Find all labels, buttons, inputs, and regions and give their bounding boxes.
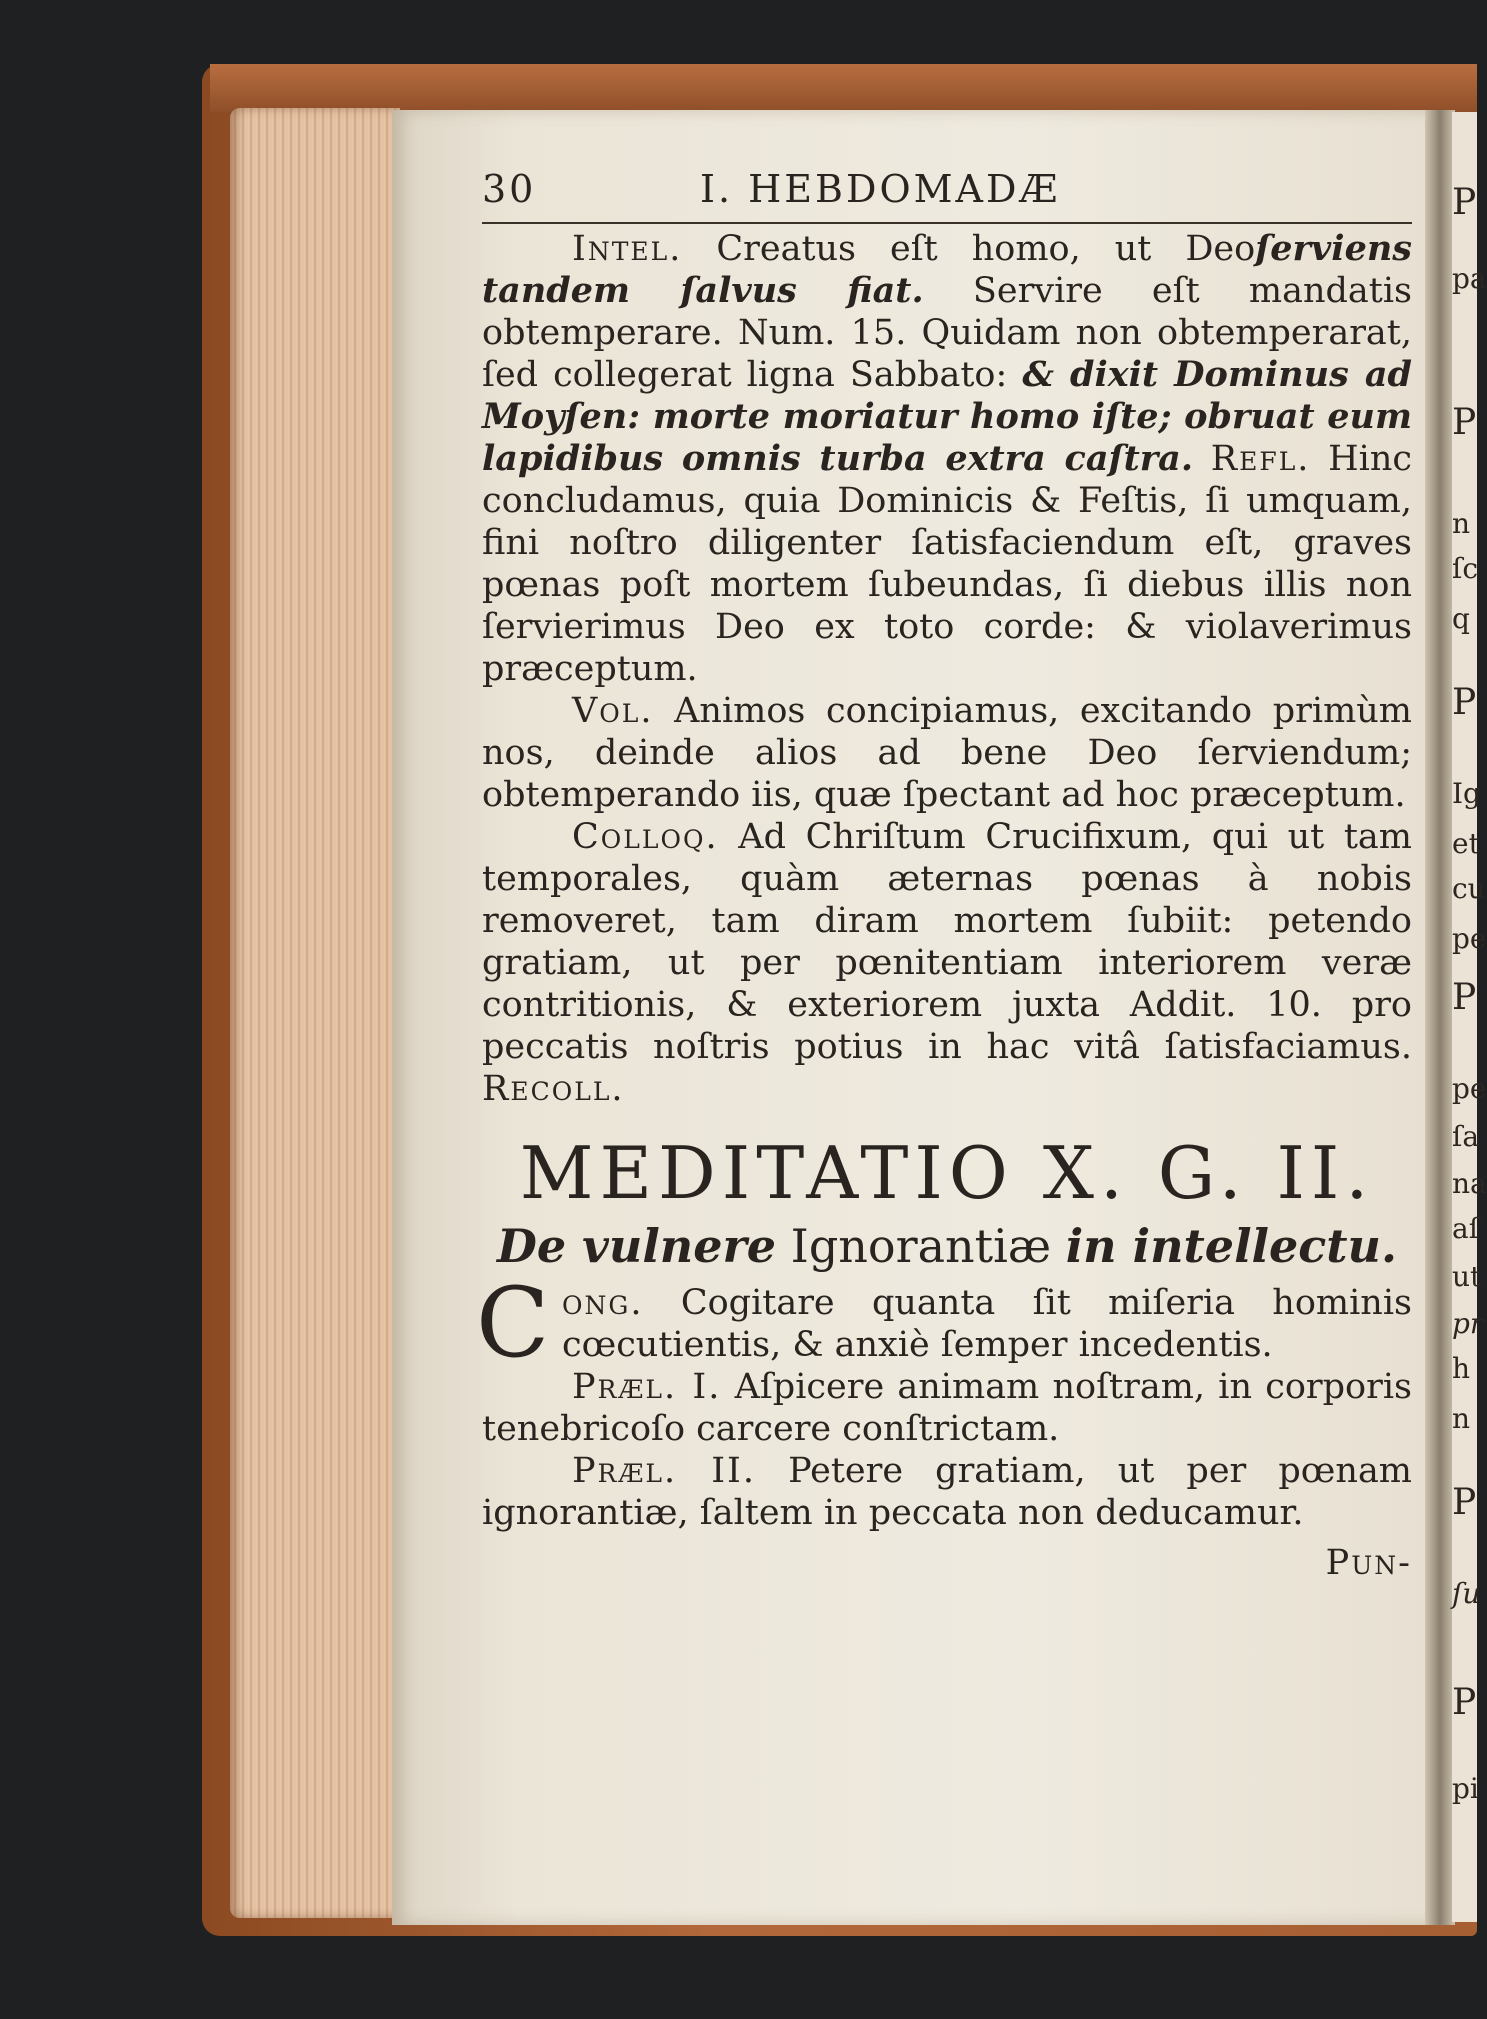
intel-italic-quote: ſerviens tandem ſalvus fiat. bbox=[482, 228, 1412, 311]
right-page-fragment: h bbox=[1452, 1352, 1471, 1385]
prael2-label: Præl. II. bbox=[572, 1451, 757, 1491]
right-page-fragment: Ig bbox=[1452, 777, 1481, 810]
catchword: Pun- bbox=[1325, 1543, 1412, 1583]
meditation-subtitle bbox=[482, 1216, 1412, 1276]
subtitle-italic-2: in intellectu. bbox=[1065, 1219, 1398, 1273]
right-page-fragment: na bbox=[1452, 1167, 1487, 1200]
right-page-fragment: n bbox=[1452, 507, 1471, 540]
right-page-fragment: ſu bbox=[1452, 1577, 1481, 1610]
book-cover-top-edge bbox=[210, 64, 1477, 112]
vol-label: Vol. bbox=[572, 691, 654, 731]
right-page-fragment: P bbox=[1452, 402, 1477, 443]
right-page-fragment: ſa bbox=[1452, 1120, 1480, 1153]
vol-text: Animos concipiamus, excitando primùm nos, deinde alios ad bene Deo ſerviendum; obtemperando iis, quæ ſpectant ad hoc præceptum. bbox=[482, 691, 1412, 815]
running-title: I. HEBDOMADÆ bbox=[700, 167, 1061, 211]
right-page-fragment: P bbox=[1452, 977, 1477, 1018]
right-page-fragment: P bbox=[1452, 682, 1477, 723]
right-page-fragment: n bbox=[1452, 1402, 1471, 1435]
colloq-label: Colloq. bbox=[572, 817, 719, 857]
intel-scripture-quote: & dixit Dominus ad Moyſen: morte moriatur homo iſte; obruat eum lapidibus omnis turba extra caſtra. bbox=[482, 354, 1413, 479]
vol-paragraph bbox=[482, 690, 1412, 816]
right-page-fragment: aſ bbox=[1452, 1212, 1480, 1245]
page-number: 30 bbox=[482, 167, 537, 211]
right-page-fragment: q bbox=[1452, 602, 1470, 635]
prael1-label: Præl. I. bbox=[572, 1367, 722, 1407]
drop-cap: C bbox=[476, 1267, 550, 1379]
right-page-fragment: P bbox=[1452, 1682, 1477, 1723]
book-gutter bbox=[1425, 110, 1455, 1925]
right-page-fragment: cu bbox=[1452, 872, 1486, 905]
colloq-text: Ad Chriſtum Crucifixum, qui ut tam temporales, quàm æternas pœnas à nobis removeret, tam diram mortem ſubiit: petendo gratiam, ut per pœnitentiam interiorem veræ contritionis, & exteriorem juxta Addit. 10. pro peccatis noſtris potius in hac vitâ ſatisfaciamus. bbox=[482, 817, 1412, 1067]
intel-label: Intel. bbox=[572, 229, 683, 269]
colloq-paragraph bbox=[482, 816, 1412, 1110]
prael2-paragraph bbox=[482, 1450, 1412, 1534]
recoll-label: Recoll. bbox=[482, 1069, 625, 1109]
intel-text: Creatus eſt homo, ut Deo bbox=[716, 229, 1256, 269]
cong-text: Cogitare quanta ſit miſeria hominis cœcutientis, & anxiè ſemper incedentis. bbox=[562, 1283, 1412, 1365]
meditation-title: MEDITATIO X. G. II. bbox=[519, 1131, 1375, 1215]
right-page-fragment: ſc bbox=[1452, 552, 1479, 585]
refl-label: Refl. bbox=[1210, 439, 1311, 479]
intel-text-2: Servire eſt mandatis obtemperare. Num. 15. Quidam non obtemperarat, ſed collegerat ligna Sabbato: bbox=[482, 271, 1412, 395]
cong-label: ong. bbox=[562, 1283, 644, 1323]
right-page-fragment: P bbox=[1452, 1482, 1477, 1523]
page-fore-edge bbox=[230, 108, 400, 1918]
prael1-paragraph bbox=[482, 1366, 1412, 1450]
subtitle-italic-1: De vulnere bbox=[496, 1219, 777, 1273]
right-page-fragment: et bbox=[1452, 827, 1480, 860]
prael2-text: Petere gratiam, ut per pœnam ignorantiæ, ſaltem in peccata non deducamur. bbox=[482, 1451, 1412, 1533]
intel-paragraph bbox=[482, 228, 1412, 690]
right-page-fragment: pa bbox=[1452, 262, 1487, 295]
page-text-block bbox=[476, 162, 1413, 1584]
right-page-edge bbox=[1452, 112, 1487, 1922]
right-page-fragment: ut bbox=[1452, 1260, 1482, 1293]
right-page-fragment: pr bbox=[1452, 1307, 1484, 1340]
right-page-fragment: pe bbox=[1452, 1072, 1487, 1105]
right-page-fragment: P bbox=[1452, 182, 1477, 223]
running-header bbox=[482, 162, 1412, 224]
right-page-fragment: pe bbox=[1452, 922, 1487, 955]
right-page-fragment: pi bbox=[1452, 1772, 1479, 1805]
prael1-text: Aſpicere animam noſtram, in corporis tenebricoſo carcere conſtrictam. bbox=[482, 1367, 1413, 1449]
cong-paragraph bbox=[476, 1267, 1412, 1379]
subtitle-roman: Ignorantiæ bbox=[790, 1219, 1052, 1273]
refl-text: Hinc concludamus, quia Dominicis & Feſtis, ſi umquam, fini noſtro diligenter ſatisfaciendum eſt, graves pœnas poſt mortem ſubeundas, ſi diebus illis non ſervierimus Deo ex toto corde: & violaverimus præceptum. bbox=[482, 439, 1412, 689]
